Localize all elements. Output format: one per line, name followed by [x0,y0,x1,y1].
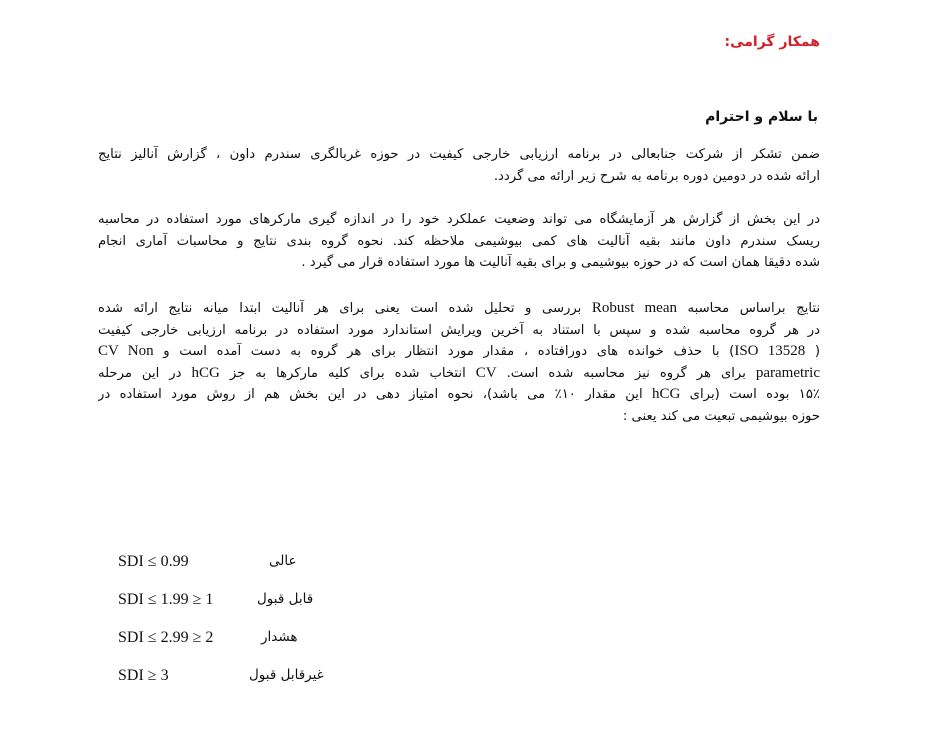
sdi-scale-row [118,553,358,591]
latin-term: parametric [755,364,820,381]
sdi-range: SDI ≤ 1.99 ≥ 1 [118,591,214,608]
greeting-heading: همکار گرامی: [724,34,820,50]
sdi-scale-row [118,629,358,667]
paragraph-line: در این بخش از گزارش هر آزمایشگاه می تواند وضعیت عملکرد خود را در اندازه گیری مارکرهای مورد استفاده در محاسبه [98,212,820,227]
text-run: ۱۵٪ بوده است (برای [680,387,820,402]
paragraph-line: شده دقیقا همان است که در حوزه بیوشیمی و برای بقیه آنالیت ها مورد استفاده قرار می گیرد . [301,255,820,270]
paragraph-line [98,320,820,342]
text-run: ) با حذف خوانده های دورافتاده ، مقدار مورد انتظار برای هر گروه به دست آمده است و [153,344,735,359]
text-run: حوزه بیوشیمی تبعیت می کند یعنی : [622,408,820,424]
text-run: انتخاب شده برای کلیه مارکرها به جز [219,365,476,381]
sdi-scale [118,553,358,705]
paragraph-line: ریسک سندرم داون مانند بقیه آنالیت های کمی بیوشیمی ملاحظه کند. نحوه گروه بندی نتایج و محاسبات آماری انجام [98,233,820,249]
paragraph-methodology [98,298,820,427]
sdi-grade: هشدار [261,629,298,645]
paragraph-intro [98,144,820,187]
paragraph-line [98,298,820,320]
paragraph-line [98,341,820,363]
sdi-range: SDI ≥ 3 [118,667,169,684]
paragraph-report-section [98,209,820,274]
latin-term: Robust mean [591,300,677,316]
paragraph-line [98,406,820,428]
sdi-range: SDI ≤ 0.99 [118,553,189,570]
sdi-grade: قابل قبول [257,591,314,607]
latin-term: hCG [191,364,220,381]
text-run: برای هر گروه نیز محاسبه شده است. [496,365,756,381]
sdi-scale-row [118,591,358,629]
text-run: در این مرحله [98,365,192,381]
latin-term: hCG [651,386,681,402]
sdi-scale-row [118,667,358,705]
paragraph-line: ارائه شده در دومین دوره برنامه به شرح زیر ارائه می گردد. [493,168,820,184]
text-run: در هر گروه محاسبه شده و سپس با استناد به آخرین ویرایش استاندارد مورد استفاده در برنامه ارزیابی خارجی کیفیت [98,322,820,338]
paragraph-line [98,384,820,406]
text-run: نتایج براساس محاسبه [677,301,820,316]
latin-term: ISO 13528 [734,343,806,359]
text-run: این مقدار ۱۰٪ می باشد)، نحوه امتیاز دهی در این بخش هم از روش مورد استفاده در [98,387,652,402]
latin-term: CV [475,364,497,381]
latin-term: CV Non [98,343,154,359]
text-run: بررسی و تحلیل شده است یعنی برای هر آنالیت ابتدا میانه نتایج ارائه شده [98,301,592,316]
sdi-grade: غیرقابل قبول [249,667,324,683]
sdi-range: SDI ≤ 2.99 ≥ 2 [118,629,214,646]
paragraph-line: ضمن تشکر از شرکت جنابعالی در برنامه ارزیابی خارجی کیفیت در حوزه غربالگری سندرم داون ، گزارش آنالیز نتایج [98,147,820,162]
salutation: با سلام و احترام [705,109,818,125]
sdi-grade: عالی [269,553,297,569]
text-run: ( [805,344,820,359]
paragraph-line [98,363,820,385]
